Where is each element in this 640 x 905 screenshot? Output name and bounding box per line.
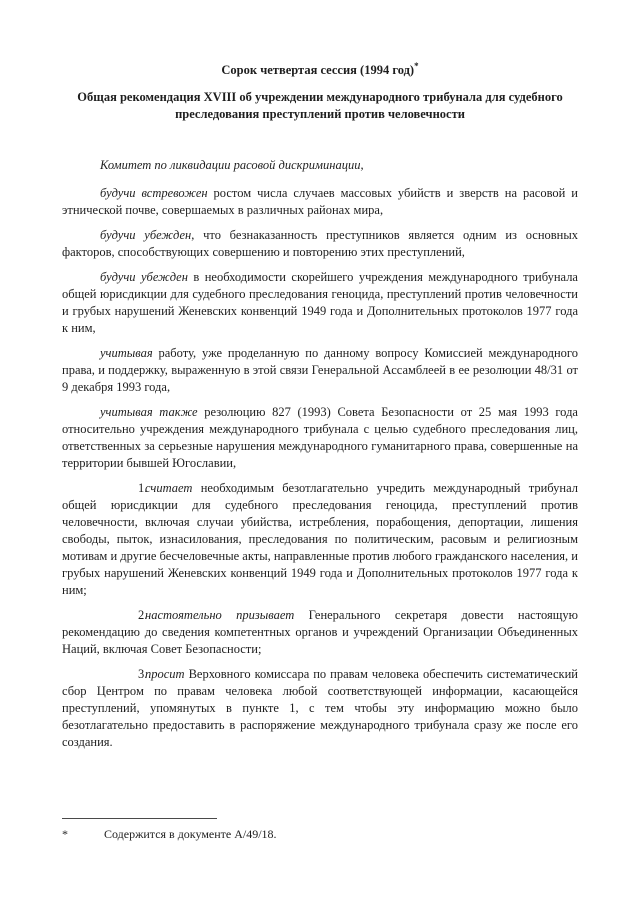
operative-paragraph-2 xyxy=(62,607,578,658)
session-title xyxy=(62,62,578,79)
preamble-lead: будучи убежден xyxy=(100,228,192,242)
paragraph-number: 1. xyxy=(138,481,148,495)
preamble-paragraph xyxy=(62,404,578,472)
footnote-text: Содержится в документе A/49/18. xyxy=(104,827,277,841)
preamble-lead: будучи убежден xyxy=(100,270,188,284)
preamble-lead: учитывая xyxy=(100,346,153,360)
preamble-paragraph xyxy=(62,185,578,219)
preamble-paragraph xyxy=(62,345,578,396)
session-title-text: Сорок четвертая сессия (1994 год) xyxy=(221,63,415,77)
operative-rest: необходимым безотлагательно учредить международный трибунал общей юрисдикции для судебного преследования геноцида, преступлений против человечности, включая случаи убийства, истребления, порабощения, депортации, лишения свободы, пыток, изнасилования, преследования по политическим, расовым и религиозным мотивам и другие бесчеловечные акты, направленные против любого гражданского населения, и грубых нарушений Женевских конвенций 1949 года и Дополнительных протоколов 1977 года к ним; xyxy=(62,481,578,597)
paragraph-number: 3. xyxy=(138,667,148,681)
preamble-paragraph xyxy=(62,227,578,261)
footnote-block xyxy=(62,818,578,842)
preamble-rest: , что безнаказанность преступников является одним из основных факторов, способствующих совершению и повторению этих преступлений, xyxy=(62,228,579,259)
operative-lead: считает xyxy=(145,481,193,495)
footnote-marker: * xyxy=(62,827,68,841)
operative-paragraph-3 xyxy=(62,666,578,751)
preamble-lead: учитывая также xyxy=(100,405,198,419)
operative-lead: просит xyxy=(145,667,185,681)
preamble-rest: работу, уже проделанную по данному вопросу Комиссией международного права, и поддержку, выраженную в этой связи Генеральной Ассамблеей в ее резолюции 48/31 от 9 декабря 1993 года, xyxy=(62,346,578,394)
operative-rest: Генерального секретаря довести настоящую рекомендацию до сведения компетентных органов и учреждений Организации Объединенных Наций, включая Совет Безопасности; xyxy=(62,608,578,656)
session-title-footnote-mark: * xyxy=(414,60,419,71)
preamble-rest: ростом числа случаев массовых убийств и зверств на расовой и этнической почве, совершаемых в различных районах мира, xyxy=(62,186,578,217)
preamble-lead: будучи встревожен xyxy=(100,186,208,200)
operative-rest: Верховного комиссара по правам человека обеспечить систематический сбор Центром по правам человека любой соответствующей информации, касающейся преступлений, упомянутых в пункте 1, с тем чтобы эту информацию можно было безотлагательно предоставить в распоряжение международного трибунала сразу же после его создания. xyxy=(62,667,578,749)
paragraph-number: 2. xyxy=(138,608,148,622)
operative-lead: настоятельно призывает xyxy=(145,608,295,622)
footnote-separator-rule xyxy=(62,818,217,819)
operative-paragraph-1 xyxy=(62,480,578,599)
preamble-paragraph xyxy=(62,269,578,337)
committee-line: Комитет по ликвидации расовой дискриминации, xyxy=(100,158,364,172)
recommendation-title: Общая рекомендация XVIII об учреждении международного трибунала для судебного преследования преступлений против человечности xyxy=(77,90,563,121)
footnote-line xyxy=(62,826,578,842)
preamble-rest: в необходимости скорейшего учреждения международного трибунала общей юрисдикции для судебного преследования геноцида, преступлений против человечности и грубых нарушений Женевских конвенций 1949 года и Дополнительных протоколов 1977 года к ним, xyxy=(62,270,578,335)
preamble-rest: резолюцию 827 (1993) Совета Безопасности от 25 мая 1993 года относительно учреждения международного трибунала с целью судебного преследования лиц, ответственных за серьезные нарушения международного гуманитарного права, совершенные на территории бывшей Югославии, xyxy=(62,405,578,470)
